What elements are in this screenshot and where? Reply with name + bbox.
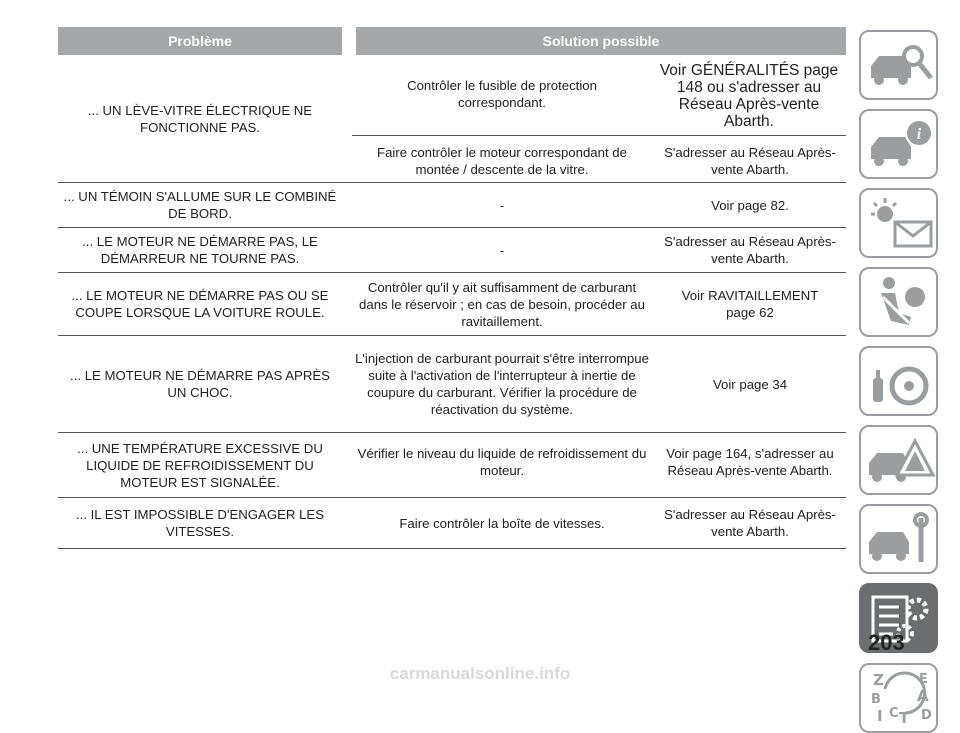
svg-text:E: E	[919, 672, 928, 687]
check-cell: Faire contrôler le moteur correspondant de montée / descente de la vitre.	[377, 145, 627, 177]
check-cell: Contrôler le fusible de protection correspondant.	[407, 78, 597, 110]
row-divider	[58, 548, 846, 549]
warning-light-message-icon[interactable]	[859, 188, 938, 258]
check-cell: L'injection de carburant pourrait s'être interrompue suite à l'activation de l'interrupteur à inertie de coupure du carburant. Vérifier la procédure de réactivation du système.	[355, 351, 649, 417]
svg-text:I: I	[877, 707, 883, 725]
solution-cell: S'adresser au Réseau Après-vente Abarth.	[664, 145, 836, 177]
seat-airbag-icon[interactable]	[859, 267, 938, 337]
solution-cell: Voir GÉNÉRALITÉS page 148 ou s'adresser au Réseau Après-vente Abarth.	[659, 62, 839, 130]
solution-cell: Voir page 82.	[711, 197, 789, 213]
svg-text:A: A	[917, 687, 929, 705]
svg-text:i: i	[916, 126, 922, 143]
problem-cell: ... LE MOTEUR NE DÉMARRE PAS OU SE COUPE LORSQUE LA VOITURE ROULE.	[71, 288, 329, 320]
solution-cell: Voir page 164, s'adresser au Réseau Après-vente Abarth.	[666, 446, 834, 478]
problem-cell: ... IL EST IMPOSSIBLE D'ENGAGER LES VITESSES.	[75, 507, 325, 539]
solution-cell: S'adresser au Réseau Après-vente Abarth.	[664, 507, 836, 539]
svg-text:D: D	[921, 708, 932, 723]
solution-cell: Voir page 34	[712, 376, 788, 392]
header-problem: Problème	[58, 27, 342, 55]
svg-text:Z: Z	[873, 671, 884, 689]
car-search-icon[interactable]	[859, 30, 938, 100]
solution-cell: Voir RAVITAILLEMENT page 62	[681, 288, 819, 320]
svg-text:C: C	[889, 706, 899, 721]
solution-cell: S'adresser au Réseau Après-vente Abarth.	[664, 234, 836, 266]
problem-cell: ... UN LÈVE-VITRE ÉLECTRIQUE NE FONCTIONNE PAS.	[87, 102, 313, 135]
check-cell: Faire contrôler la boîte de vitesses.	[399, 515, 605, 531]
svg-text:B: B	[871, 692, 881, 707]
problem-cell: ... UNE TEMPÉRATURE EXCESSIVE DU LIQUIDE DE REFROIDISSEMENT DU MOTEUR EST SIGNALÉE.	[77, 440, 323, 490]
check-cell: -	[499, 197, 505, 213]
problem-cell: ... LE MOTEUR NE DÉMARRE PAS, LE DÉMARREUR NE TOURNE PAS.	[82, 234, 318, 266]
car-maintenance-icon[interactable]	[859, 504, 938, 574]
check-cell: Contrôler qu'il y ait suffisamment de carburant dans le réservoir ; en cas de besoin, procéder au ravitaillement.	[359, 280, 645, 329]
watermark: carmanualsonline.info	[389, 664, 571, 683]
svg-text:T: T	[899, 709, 910, 727]
row-divider	[352, 135, 846, 136]
problem-cell: ... UN TÉMOIN S'ALLUME SUR LE COMBINÉ DE BORD.	[63, 189, 337, 221]
steering-wheel-icon[interactable]	[859, 346, 938, 416]
problem-cell: ... LE MOTEUR NE DÉMARRE PAS APRÈS UN CHOC.	[70, 368, 330, 400]
car-emergency-icon[interactable]	[859, 425, 938, 495]
car-info-icon[interactable]	[859, 109, 938, 179]
header-solution: Solution possible	[356, 27, 846, 55]
check-cell: -	[499, 242, 505, 258]
check-cell: Vérifier le niveau du liquide de refroidissement du moteur.	[357, 446, 647, 478]
page-number: 203	[868, 630, 905, 655]
